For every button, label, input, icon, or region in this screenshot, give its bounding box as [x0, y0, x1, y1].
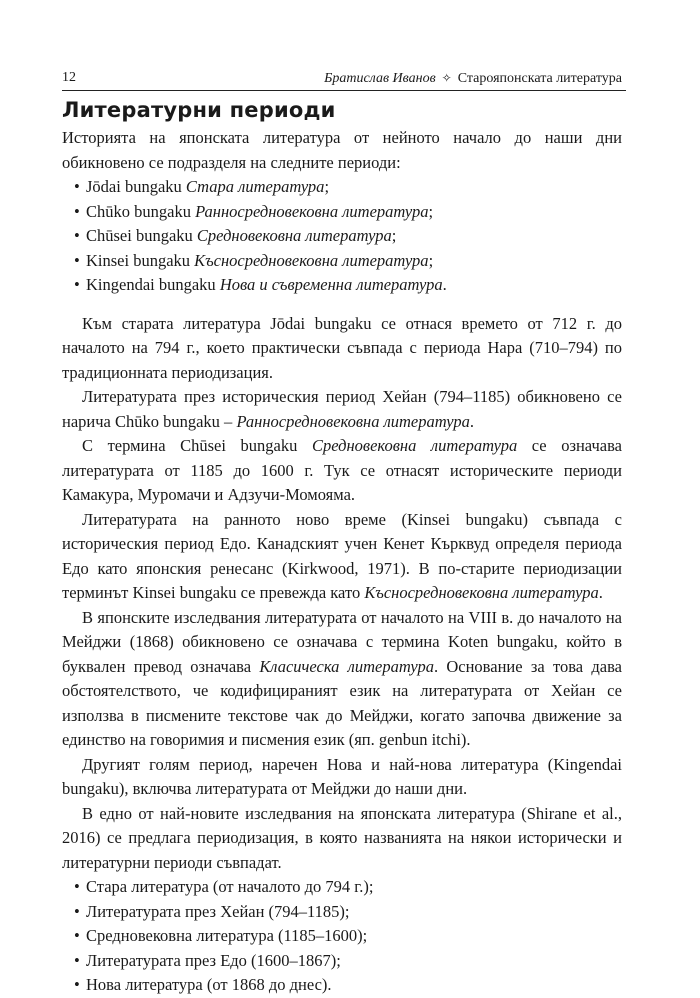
list-item: • Стара литература (от началото до 794 г.); — [74, 875, 622, 900]
bullet-icon: • — [74, 975, 80, 994]
periodization-list — [62, 875, 622, 998]
bullet-icon: • — [74, 950, 80, 970]
book-title: Старояпонската литература — [457, 71, 622, 86]
bullet-icon: • — [74, 201, 80, 221]
paragraph: Към старата литература Jōdai bungaku се отнася времето от 712 г. до началото на 794 г., което практически съвпада с периода Нара (710–794) по традиционната периодизация. — [62, 313, 622, 382]
section-heading: Литературни периоди — [62, 98, 336, 122]
bullet-icon: • — [74, 275, 80, 294]
list-item: • Chūko bungaku Ранносредновековна литература; — [74, 200, 622, 225]
paragraph: С термина Chūsei bungaku Средновековна литература се означава литературата от 1185 до 1600 г. Тук се отнасят историческите периоди Камакура, Муромачи и Адзучи-Момояма. — [62, 436, 622, 504]
paragraph: В едно от най-новите изследвания на японската литература (Shirane et al., 2016) се предлага периодизация, в която названията на някои исторически и литературни периоди съвпадат. — [62, 803, 622, 872]
paragraph: Литературата на ранното ново време (Kinsei bungaku) съвпада с историческия период Едо. Канадският учен Кенет Кърквуд определя периода Едо като японския ренесанс (Kirkwood, 1971). В по-старите периодизации терминът Kinsei bungaku се превежда като Късносредновековна литература. — [62, 509, 622, 602]
bullet-icon: • — [74, 877, 80, 896]
bullet-icon: • — [74, 901, 80, 921]
running-title — [324, 68, 622, 89]
page-number: 12 — [62, 70, 76, 85]
header-rule — [62, 90, 626, 91]
list-item: • Нова литература (от 1868 до днес). — [74, 973, 622, 998]
list-item: • Kinsei bungaku Късносредновековна литература; — [74, 249, 622, 274]
page-body — [62, 97, 622, 998]
spacer — [62, 298, 622, 312]
list-item: • Литературата през Едо (1600–1867); — [74, 949, 622, 974]
list-item: • Литературата през Хейан (794–1185); — [74, 900, 622, 925]
bullet-icon: • — [74, 250, 80, 270]
list-item: • Jōdai bungaku Стара литература; — [74, 175, 622, 200]
paragraph: Литературата през историческия период Хейан (794–1185) обикновено се нарича Chūko bungaku – Ранносредновековна литература. — [62, 387, 622, 431]
paragraph: Другият голям период, наречен Нова и най-нова литература (Kingendai bungaku), включва литературата от Мейджи до наши дни. — [62, 754, 622, 798]
periods-list — [62, 175, 622, 298]
header-separator-icon: ✧ — [441, 71, 452, 85]
intro-paragraph: Историята на японската литература от нейното начало до наши дни обикновено се подразделя на следните периоди: — [62, 128, 622, 172]
bullet-icon: • — [74, 926, 80, 945]
author-name: Братислав Иванов — [324, 71, 436, 86]
list-item: • Средновековна литература (1185–1600); — [74, 924, 622, 949]
running-header — [62, 58, 622, 86]
bullet-icon: • — [74, 226, 80, 245]
list-item: • Chūsei bungaku Средновековна литература; — [74, 224, 622, 249]
paragraph: В японските изследвания литературата от началото на VIII в. до началото на Мейджи (1868) обикновено се означава с термина Koten bungaku, който в буквален превод означава Класическа литература. Основание за това дава обстоятелството, че кодифицираният език на литературата от Хейан се използва в писмените текстове чак до Мейджи, когато започва движение за единство на говоримия и писмения език (яп. genbun itchi). — [62, 607, 622, 749]
bullet-icon: • — [74, 177, 80, 196]
list-item: • Kingendai bungaku Нова и съвременна литература. — [74, 273, 622, 298]
